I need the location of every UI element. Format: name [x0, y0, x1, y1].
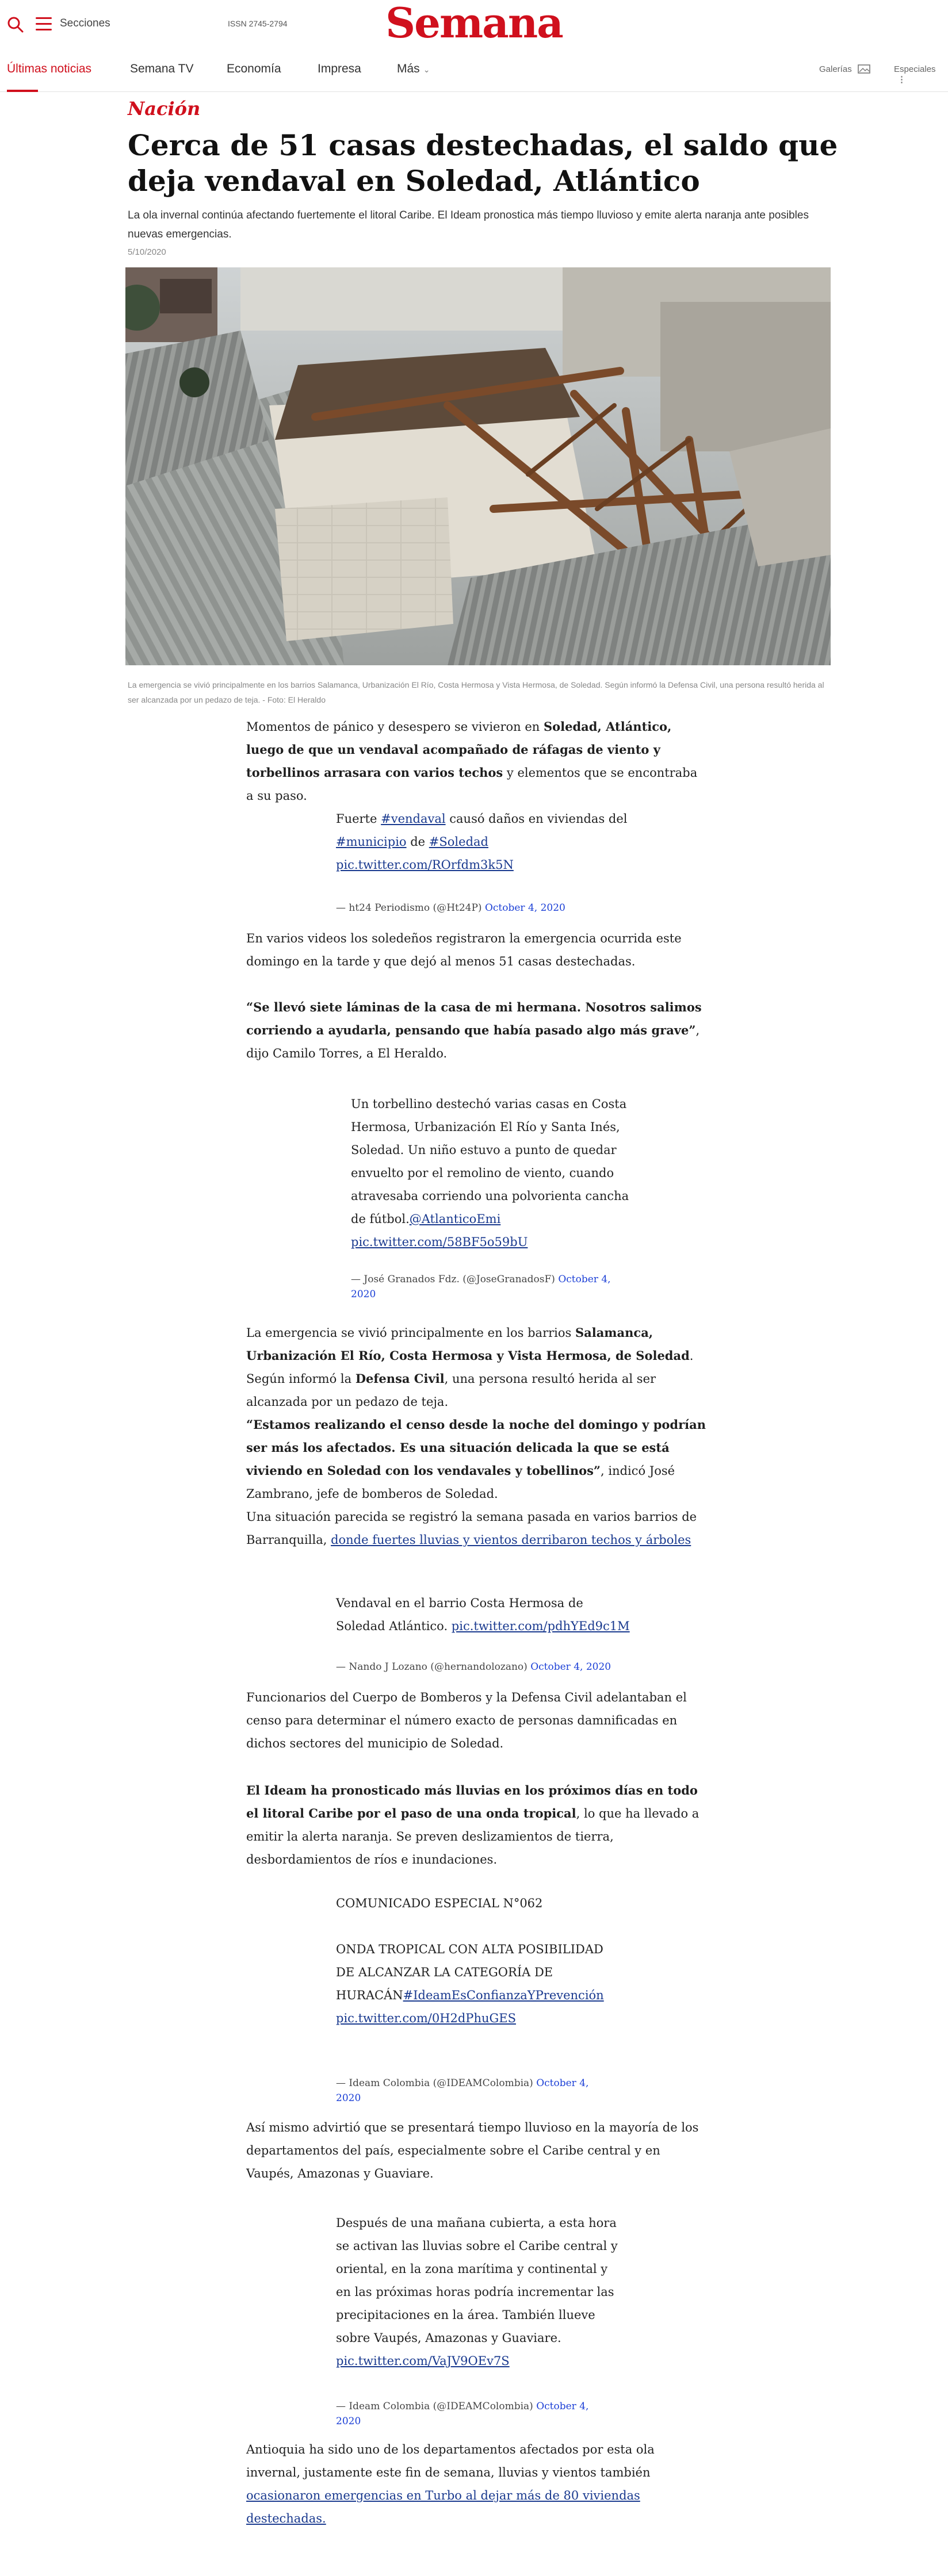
barranquilla-article-link[interactable]: donde fuertes lluvias y vientos derribaron techos y árboles: [331, 1533, 691, 1547]
tweet2-pic-link[interactable]: pic.twitter.com/58BF5o59bU: [351, 1235, 528, 1249]
tweet1-pic-link[interactable]: pic.twitter.com/ROrfdm3k5N: [336, 858, 514, 872]
tweet4-author: — Ideam Colombia (@IDEAMColombia): [336, 2077, 537, 2089]
paragraph-5: [246, 1413, 706, 1505]
tweet4-pic-link[interactable]: pic.twitter.com/0H2dPhuGES: [336, 2011, 516, 2025]
tweet2-author: — José Granados Fdz. (@JoseGranadosF): [351, 1274, 559, 1285]
tweet1-meta: [336, 900, 681, 915]
tweet2-handle-link[interactable]: @AtlanticoEmi: [409, 1212, 501, 1226]
tweet4-date-link[interactable]: October 4, 2020: [336, 2077, 589, 2104]
p4-text-e: , una persona resultó herida al ser alcanzada por un pedazo de teja.: [246, 1372, 656, 1409]
paragraph-7: Funcionarios del Cuerpo de Bomberos y la Defensa Civil adelantaban el censo para determinar el número exacto de personas damnificadas en dichos sectores del municipio de Soledad.: [246, 1690, 687, 1750]
tweet1-date-link[interactable]: October 4, 2020: [484, 902, 565, 914]
p1-text-c: y elementos que se encontraba a su paso.: [246, 766, 698, 803]
article-dek: La ola invernal continúa afectando fuertemente el litoral Caribe. El Ideam pronostica más tiempo lluvioso y emite alerta naranja ante posibles nuevas emergencias.: [128, 209, 809, 240]
turbo-article-link[interactable]: ocasionaron emergencias en Turbo al dejar más de 80 viviendas destechadas.: [246, 2489, 640, 2525]
site-logo[interactable]: Semana: [385, 0, 563, 47]
article-photo: [125, 267, 831, 665]
p4-bold-defensa: Defensa Civil: [355, 1371, 445, 1386]
nav-active-underline: [7, 90, 38, 92]
tweet5-date-link[interactable]: October 4, 2020: [336, 2401, 589, 2427]
photo-caption: La emergencia se vivió principalmente en los barrios Salamanca, Urbanización El Río, Costa Hermosa y Vista Hermosa, de Soledad. Según informó la Defensa Civil, una persona resultó herida al ser alcanzada por un pedazo de teja. - Foto: El Heraldo: [128, 680, 824, 704]
nav-item-mas[interactable]: [397, 62, 430, 76]
p3-quote: “Se llevó siete láminas de la casa de mi hermana. Nosotros salimos corriendo a ayudarla, pensando que había pasado algo más grave”: [246, 1000, 702, 1037]
tweet5-author: — Ideam Colombia (@IDEAMColombia): [336, 2401, 537, 2412]
nav-item-mas-label: Más: [397, 62, 420, 75]
tweet1-text-3: de: [406, 835, 429, 849]
especiales-label: Especiales: [894, 64, 936, 74]
damaged-roof-illustration: [125, 267, 831, 665]
chevron-down-icon: ⌄: [423, 65, 430, 74]
tweet3-date-link[interactable]: October 4, 2020: [530, 1661, 611, 1673]
tweet2-date-link[interactable]: October 4, 2020: [351, 1274, 611, 1300]
hashtag-soledad[interactable]: #Soledad: [429, 835, 488, 849]
nav-especiales[interactable]: [894, 64, 948, 85]
tweet3-author: — Nando J Lozano (@hernandolozano): [336, 1661, 531, 1673]
galerias-label: Galerías: [819, 64, 852, 74]
p5-quote: “Estamos realizando el censo desde la noche del domingo y podrían ser más los afectados. Es una situación delicada la que se está viviendo en Soledad con los vendavales y tobellinos”: [246, 1417, 706, 1478]
tweet2-meta: [351, 1272, 627, 1302]
tweet5-pic-link[interactable]: pic.twitter.com/VaJV9OEv7S: [336, 2354, 510, 2368]
hashtag-municipio[interactable]: #municipio: [336, 835, 407, 849]
p4-bold-barrios: Salamanca, Urbanización El Río, Costa Hermosa y Vista Hermosa, de Soledad: [246, 1325, 690, 1363]
tweet1-text-1: Fuerte: [336, 812, 381, 826]
tweet3-text: Vendaval en el barrio Costa Hermosa de Soledad Atlántico.: [336, 1596, 583, 1633]
p6-text: Una situación parecida se registró la semana pasada en varios barrios de Barranquilla,: [246, 1510, 697, 1547]
p1-text-a: Momentos de pánico y desespero se vivieron en: [246, 720, 544, 734]
p8-bold: El Ideam ha pronosticado más lluvias en los próximos días en todo el litoral Caribe por el paso de una onda tropical: [246, 1783, 698, 1820]
nav-item-semana-tv[interactable]: Semana TV: [130, 62, 194, 75]
p4-text-a: La emergencia se vivió principalmente en los barrios: [246, 1326, 575, 1340]
nav-galerias[interactable]: [819, 64, 870, 74]
tweet-embed-3: [336, 1592, 635, 1638]
tweet-embed-5: [336, 2211, 624, 2372]
nav-item-economia[interactable]: Economía: [227, 62, 281, 75]
gallery-icon: [858, 64, 870, 74]
paragraph-1: [246, 715, 706, 807]
more-vertical-icon: ⋮: [897, 75, 906, 85]
hashtag-ideam[interactable]: #IdeamEsConfianzaYPrevención: [403, 1988, 604, 2002]
nav-item-impresa[interactable]: Impresa: [318, 62, 361, 75]
tweet4-line2: ONDA TROPICAL CON ALTA POSIBILIDAD DE ALCANZAR LA CATEGORÍA DE HURACÁN: [336, 1942, 603, 2002]
paragraph-4: [246, 1321, 706, 1413]
p3-text: , dijo Camilo Torres, a El Heraldo.: [246, 1023, 700, 1060]
paragraph-8: [246, 1779, 706, 1871]
section-label[interactable]: Nación: [128, 98, 201, 120]
tweet5-meta: [336, 2399, 612, 2429]
nav-item-ultimas-noticias[interactable]: Últimas noticias: [7, 62, 92, 75]
p10-text: Antioquia ha sido uno de los departamentos afectados por esta ola invernal, justamente este fin de semana, lluvias y vientos también: [246, 2443, 655, 2479]
paragraph-3: [246, 996, 706, 1065]
article-title: Cerca de 51 casas destechadas, el saldo que deja vendaval en Soledad, Atlántico: [128, 128, 838, 198]
p5-text: , indicó José Zambrano, jefe de bomberos de Soledad.: [246, 1464, 675, 1501]
tweet3-pic-link[interactable]: pic.twitter.com/pdhYEd9c1M: [451, 1619, 630, 1633]
tweet4-meta: [336, 2076, 612, 2106]
article-date: 5/10/2020: [128, 247, 166, 257]
tweet2-text: Un torbellino destechó varias casas en Costa Hermosa, Urbanización El Río y Santa Inés, Soledad. Un niño estuvo a punto de quedar envuelto por el remolino de viento, cuando atravesaba corriendo una polvorienta cancha de fútbol.: [351, 1097, 629, 1226]
tweet-embed-4: [336, 1892, 624, 2030]
paragraph-2: En varios videos los soledeños registraron la emergencia ocurrida este domingo en la tarde y que dejó al menos 51 casas destechadas.: [246, 931, 682, 968]
tweet1-text-2: causó daños en viviendas del: [445, 812, 628, 826]
paragraph-9: Así mismo advirtió que se presentará tiempo lluvioso en la mayoría de los departamentos del país, especialmente sobre el Caribe central y en Vaupés, Amazonas y Guaviare.: [246, 2121, 699, 2180]
sections-link[interactable]: Secciones: [60, 17, 110, 29]
p8-text: , lo que ha llevado a emitir la alerta naranja. Se preven deslizamientos de tierra, desbordamientos de ríos e inundaciones.: [246, 1807, 699, 1866]
p4-text-c: . Según informó la: [246, 1349, 694, 1386]
paragraph-6: [246, 1505, 706, 1551]
tweet-embed-2: [351, 1092, 639, 1254]
issn-label: ISSN 2745-2794: [228, 19, 288, 28]
top-header: [0, 0, 948, 49]
main-nav: [0, 49, 948, 92]
tweet4-line1: COMUNICADO ESPECIAL N°062: [336, 1896, 543, 1910]
tweet-embed-1: [336, 807, 635, 876]
p1-bold: Soledad, Atlántico, luego de que un vendaval acompañado de ráfagas de viento y torbellinos arrasara con varios techos: [246, 719, 672, 780]
tweet5-text: Después de una mañana cubierta, a esta hora se activan las lluvias sobre el Caribe central y oriental, en la zona marítima y continental y en las próximas horas podría incrementar las precipitaciones en la área. También llueve sobre Vaupés, Amazonas y Guaviare.: [336, 2216, 618, 2345]
tweet1-author: — ht24 Periodismo (@Ht24P): [336, 902, 485, 914]
tweet3-meta: [336, 1659, 681, 1674]
paragraph-10: [246, 2438, 706, 2530]
hashtag-vendaval[interactable]: #vendaval: [381, 812, 446, 826]
